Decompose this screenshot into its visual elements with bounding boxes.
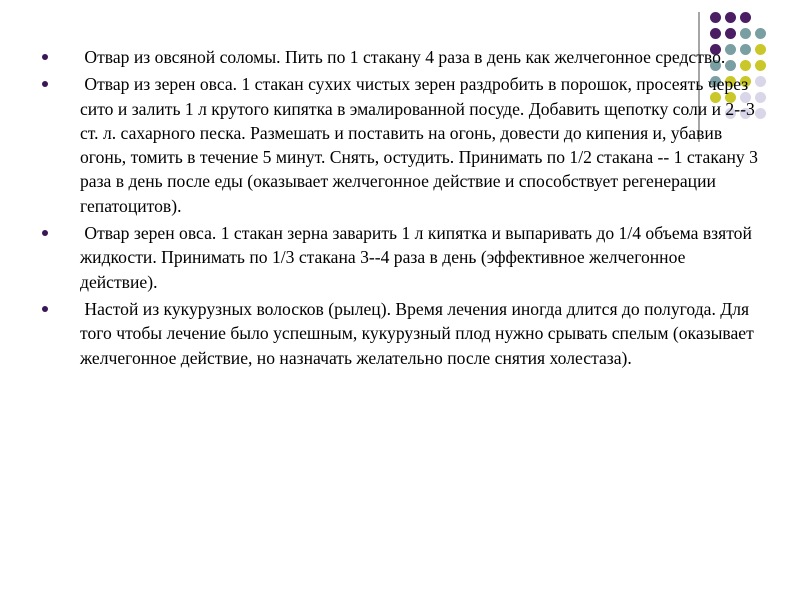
bullet-icon: [42, 306, 48, 312]
decorative-dot: [725, 12, 736, 23]
bullet-icon: [42, 54, 48, 60]
list-item: [40, 297, 760, 370]
decorative-dot: [725, 28, 736, 39]
bullet-icon: [42, 230, 48, 236]
bullet-icon: [42, 81, 48, 87]
slide-content: [40, 45, 763, 373]
decorative-dot: [710, 28, 721, 39]
bullet-text: Отвар зерен овса. 1 стакан зерна заварить 1 л кипятка и выпаривать до 1/4 объема взятой жидкости. Принимать по 1/3 стакана 3--4 раза в день (эффективное желчегонное действие).: [80, 223, 757, 292]
decorative-dot: [710, 12, 721, 23]
bullet-text: Отвар из зерен овса. 1 стакан сухих чистых зерен раздробить в порошок, просеять через сито и залить 1 л крутого кипятка в эмалированной посуде. Добавить щепотку соли и 2--3 ст. л. сахарного песка. Размешать и поставить на огонь, довести до кипения и, убавив огонь, томить в течение 5 минут. Снять, остудить. Принимать по 1/2 стакана -- 1 стакану 3 раза в день после еды (оказывает желчегонное действие и способствует регенерации гепатоцитов).: [80, 74, 763, 216]
bullet-text: Настой из кукурузных волосков (рылец). Время лечения иногда длится до полугода. Для того чтобы лечение было успешным, кукурузный плод нужно срывать спелым (оказывает желчегонное действие, но назначать желательно после снятия холестаза).: [80, 298, 759, 368]
bullet-text: Отвар из овсяной соломы. Пить по 1 стакану 4 раза в день как желчегонное средство.: [80, 47, 726, 67]
decorative-dot: [740, 12, 751, 23]
decorative-dot: [755, 28, 766, 39]
bullet-list: [40, 45, 763, 370]
list-item: [40, 221, 760, 294]
list-item: [40, 72, 763, 218]
list-item: [40, 45, 760, 69]
decorative-dot: [740, 28, 751, 39]
